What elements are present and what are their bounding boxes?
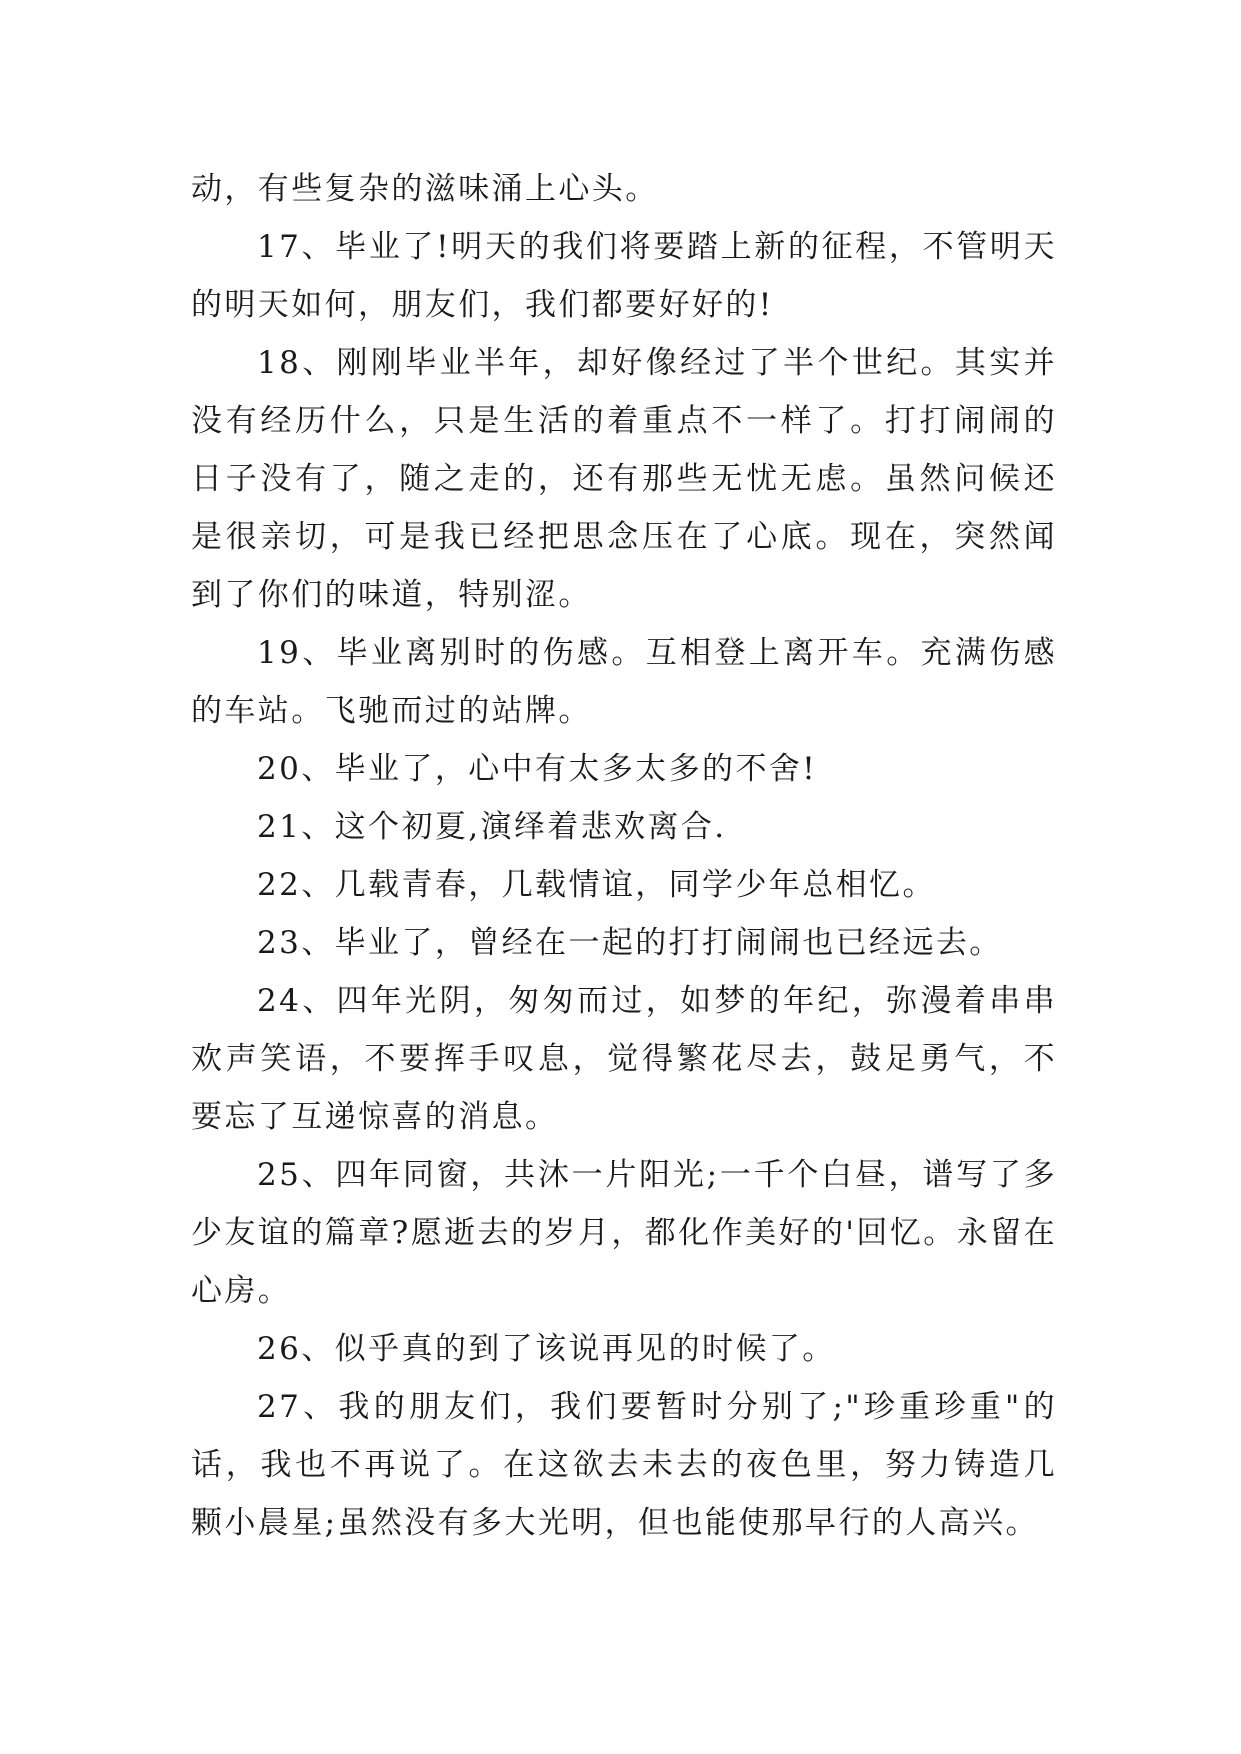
paragraph-21: 21、这个初夏,演绎着悲欢离合.	[257, 809, 727, 845]
paragraph-20: 20、毕业了，心中有太多太多的不舍!	[257, 751, 818, 787]
paragraph-26: 26、似乎真的到了该说再见的时候了。	[257, 1331, 836, 1367]
paragraph-18: 18、刚刚毕业半年，却好像经过了半个世纪。其实并没有经历什么，只是生活的着重点不一样了。打打闹闹的日子没有了，随之走的，还有那些无忧无虑。虽然问候还是很亲切，可是我已经把思念压在了心底。现在，突然闻到了你们的味道，特别涩。	[191, 345, 1057, 613]
paragraph-27: 27、我的朋友们，我们要暂时分别了;"珍重珍重"的话，我也不再说了。在这欲去未去的夜色里，努力铸造几颗小晨星;虽然没有多大光明，但也能使那早行的人高兴。	[191, 1389, 1057, 1541]
paragraph-23: 23、毕业了，曾经在一起的打打闹闹也已经远去。	[257, 925, 1003, 961]
document-body	[191, 160, 1057, 1552]
paragraph-25: 25、四年同窗，共沐一片阳光;一千个白昼，谱写了多少友谊的篇章?愿逝去的岁月，都化作美好的'回忆。永留在心房。	[191, 1157, 1057, 1309]
paragraph-22: 22、几载青春，几载情谊，同学少年总相忆。	[257, 867, 936, 903]
paragraph-19: 19、毕业离别时的伤感。互相登上离开车。充满伤感的车站。飞驰而过的站牌。	[191, 635, 1057, 729]
paragraph-17: 17、毕业了!明天的我们将要踏上新的征程，不管明天的明天如何，朋友们，我们都要好好的!	[191, 229, 1057, 323]
paragraph-24: 24、四年光阴，匆匆而过，如梦的年纪，弥漫着串串欢声笑语，不要挥手叹息，觉得繁花尽去，鼓足勇气，不要忘了互递惊喜的消息。	[191, 983, 1057, 1135]
paragraph-continuation: 动，有些复杂的滋味涌上心头。	[191, 171, 659, 207]
